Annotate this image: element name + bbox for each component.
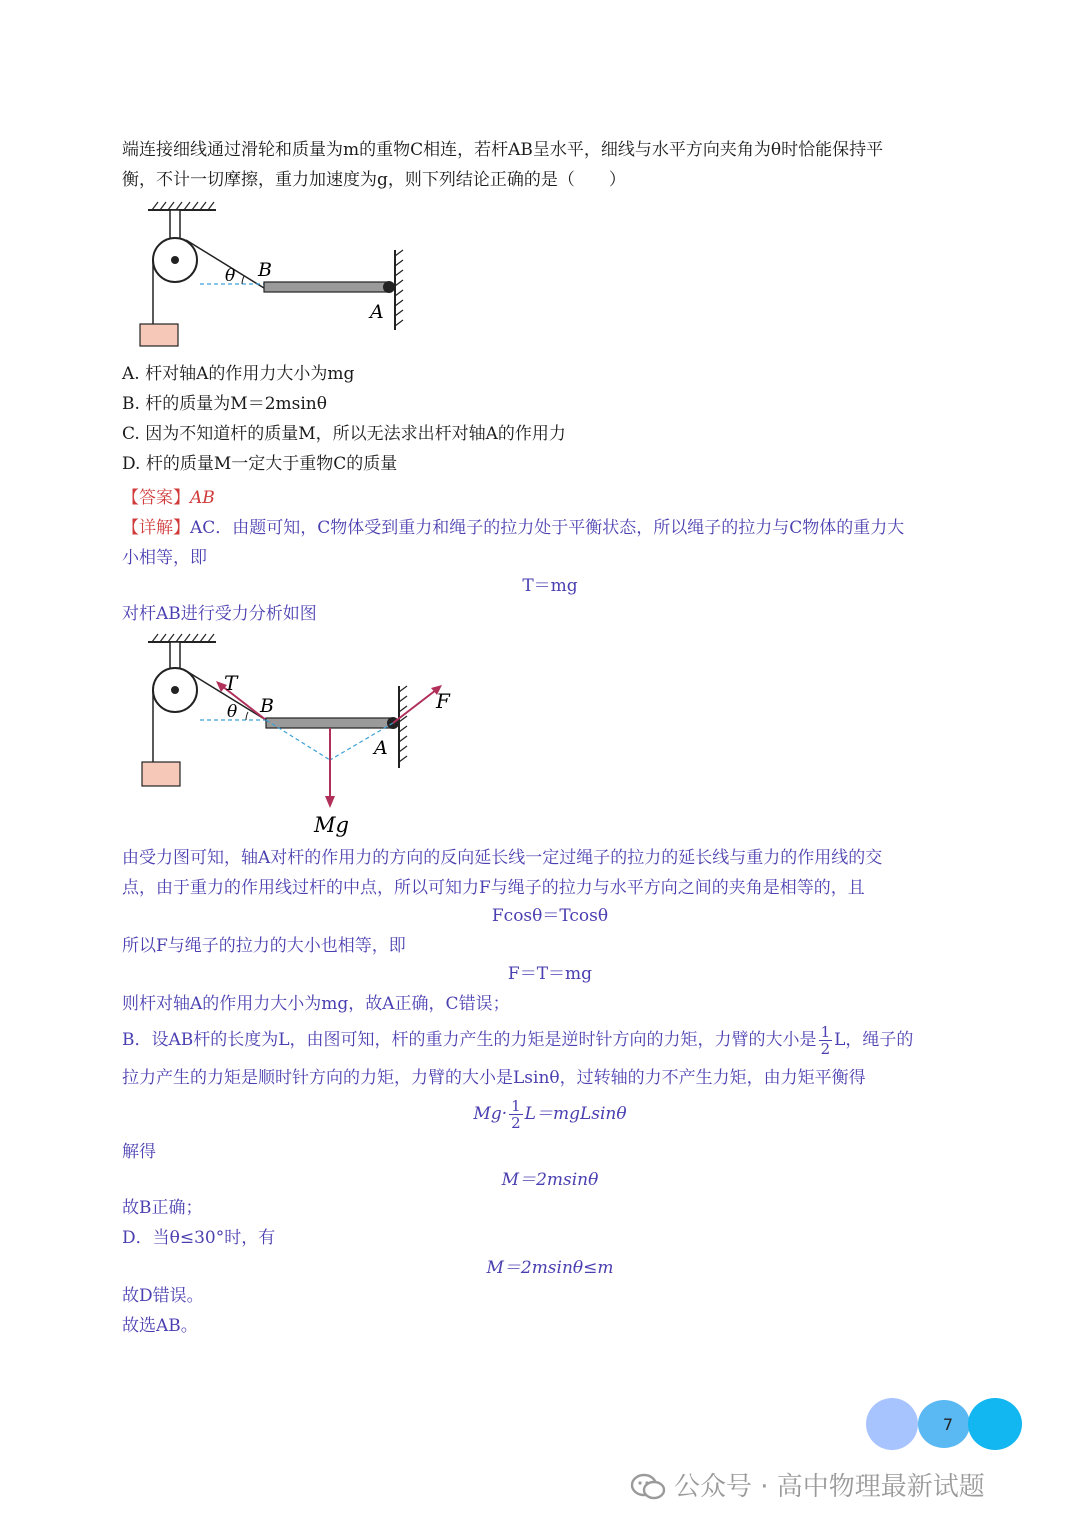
equation-3: F＝T＝mg	[507, 964, 593, 984]
detail-line-12: D．当θ≤30°时，有	[122, 1228, 276, 1248]
page-badge-right	[968, 1398, 1022, 1450]
equation-1: T＝mg	[522, 576, 578, 596]
label-b: B	[258, 259, 272, 281]
wechat-icon	[630, 1473, 666, 1501]
equation-2: Fcosθ＝Tcosθ	[491, 906, 609, 926]
detail-line-14: 故选AB。	[122, 1316, 198, 1336]
detail-line-1	[122, 516, 904, 540]
detail-line-5: 点，由于重力的作用线过杆的中点，所以可知力F与绳子的拉力与水平方向之间的夹角是相等的，且	[122, 878, 865, 898]
fraction-numerator: 1	[820, 1023, 831, 1041]
detail-line-7: 则杆对轴A的作用力大小为mg，故A正确，C错误；	[122, 994, 510, 1014]
figure-pulley-rod	[130, 196, 420, 356]
equation-6: M＝2msinθ≤m	[486, 1258, 614, 1278]
figure-force-diagram	[130, 628, 460, 843]
equation-5: M＝2msinθ	[501, 1170, 599, 1190]
option-c: C. 因为不知道杆的质量M，所以无法求出杆对轴A的作用力	[122, 424, 566, 444]
detail-line-11: 故B正确；	[122, 1198, 203, 1218]
equation-4-right: L＝mgLsinθ	[524, 1104, 627, 1124]
label-mg: Mg	[314, 813, 349, 837]
detail-line-9: 拉力产生的力矩是顺时针方向的力矩，力臂的大小是Lsinθ，过转轴的力不产生力矩，由力矩平衡得	[122, 1068, 866, 1088]
label-f: F	[436, 689, 450, 713]
label-a-2: A	[374, 737, 388, 759]
detail-line-13: 故D错误。	[122, 1286, 204, 1306]
detail-line-3: 对杆AB进行受力分析如图	[122, 604, 317, 624]
answer-tag: 【答案】	[122, 488, 190, 508]
detail-line-2: 小相等，即	[122, 548, 207, 568]
page-number: 7	[942, 1415, 954, 1434]
label-theta-2: θ	[227, 702, 238, 722]
option-a: A. 杆对轴A的作用力大小为mg	[122, 364, 355, 384]
detail-text-8a: B．设AB杆的长度为L，由图可知，杆的重力产生的力矩是逆时针方向的力矩，力臂的大小是	[122, 1030, 817, 1050]
detail-line-4: 由受力图可知，轴A对杆的作用力的方向的反向延长线一定过绳子的拉力的延长线与重力的作用线的交	[122, 848, 883, 868]
option-b: B. 杆的质量为M＝2msinθ	[122, 394, 327, 414]
detail-tag: 【详解】	[122, 518, 190, 538]
equation-4-left: Mg·	[473, 1104, 508, 1124]
label-theta: θ	[225, 266, 236, 286]
label-a: A	[370, 301, 384, 323]
watermark-text: 公众号 · 高中物理最新试题	[674, 1472, 985, 1502]
equation-4-fraction	[509, 1098, 523, 1131]
detail-text-8b: L，绳子的	[834, 1030, 914, 1050]
answer-line	[122, 486, 215, 510]
detail-line-8	[122, 1024, 913, 1057]
watermark	[630, 1466, 985, 1503]
page-badge-left	[866, 1398, 918, 1450]
detail-line-6: 所以F与绳子的拉力的大小也相等，即	[122, 936, 406, 956]
fraction-half	[819, 1024, 833, 1057]
label-t: T	[224, 671, 238, 695]
equation-4-numerator: 1	[511, 1097, 521, 1115]
question-line-2: 衡，不计一切摩擦，重力加速度为g，则下列结论正确的是（ ）	[122, 170, 626, 190]
equation-4-denominator: 2	[511, 1114, 521, 1132]
fraction-denominator: 2	[820, 1040, 831, 1058]
answer-value: AB	[190, 488, 215, 508]
equation-4	[0, 1098, 1080, 1131]
detail-line-10: 解得	[122, 1142, 156, 1162]
option-d: D. 杆的质量M一定大于重物C的质量	[122, 454, 398, 474]
label-b-2: B	[260, 695, 274, 717]
detail-text-1: AC．由题可知，C物体受到重力和绳子的拉力处于平衡状态，所以绳子的拉力与C物体的重力大	[190, 518, 905, 538]
question-line-1: 端连接细线通过滑轮和质量为m的重物C相连，若杆AB呈水平，细线与水平方向夹角为θ时恰能保持平	[122, 140, 884, 160]
